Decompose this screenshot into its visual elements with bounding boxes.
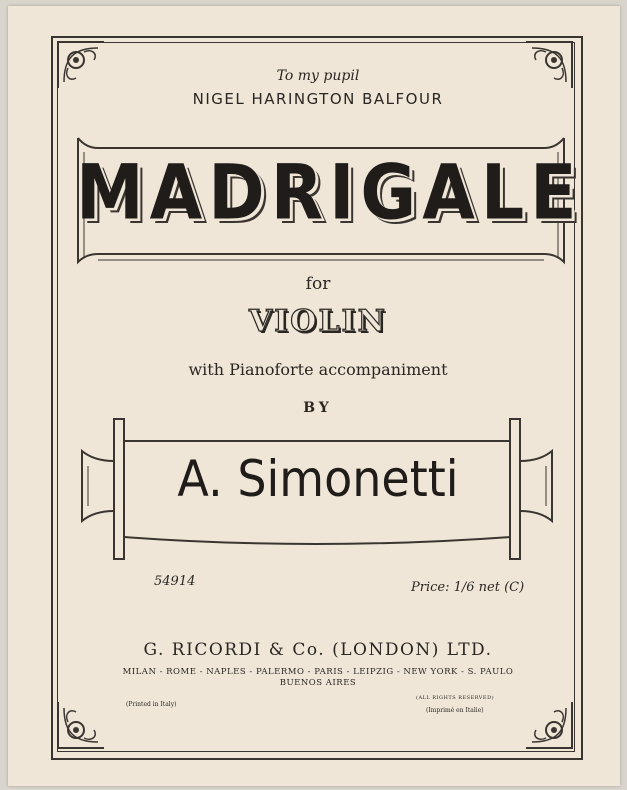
price: Price: 1/6 net (C) xyxy=(411,580,525,595)
for-text: for xyxy=(305,274,331,294)
publisher-name: G. RICORDI & Co. (LONDON) LTD. xyxy=(143,640,493,660)
title: MADRIGALE xyxy=(76,149,583,238)
plate-number: 54914 xyxy=(154,574,196,589)
printed-in-italy: (Printed in Italy) xyxy=(126,701,177,708)
by-text: BY xyxy=(303,400,333,416)
dedication-line: To my pupil xyxy=(276,68,360,84)
publisher-cities-2: BUENOS AIRES xyxy=(279,678,357,688)
all-rights-reserved: (ALL RIGHTS RESERVED) xyxy=(416,695,495,701)
composer-name: A. Simonetti xyxy=(177,450,459,508)
corner-ornament-bottom-left xyxy=(54,698,108,752)
instrument: VIOLIN xyxy=(249,304,387,339)
corner-ornament-bottom-right xyxy=(522,698,576,752)
accompaniment-text: with Pianoforte accompaniment xyxy=(188,360,448,379)
dedication-name: NIGEL HARINGTON BALFOUR xyxy=(192,90,444,108)
imprime-en-italie: (Imprimé en Italie) xyxy=(426,707,484,714)
publisher-cities: MILAN - ROME - NAPLES - PALERMO - PARIS - LEIPZIG - NEW YORK - S. PAULO xyxy=(122,667,514,677)
sheet-music-cover xyxy=(8,6,620,786)
